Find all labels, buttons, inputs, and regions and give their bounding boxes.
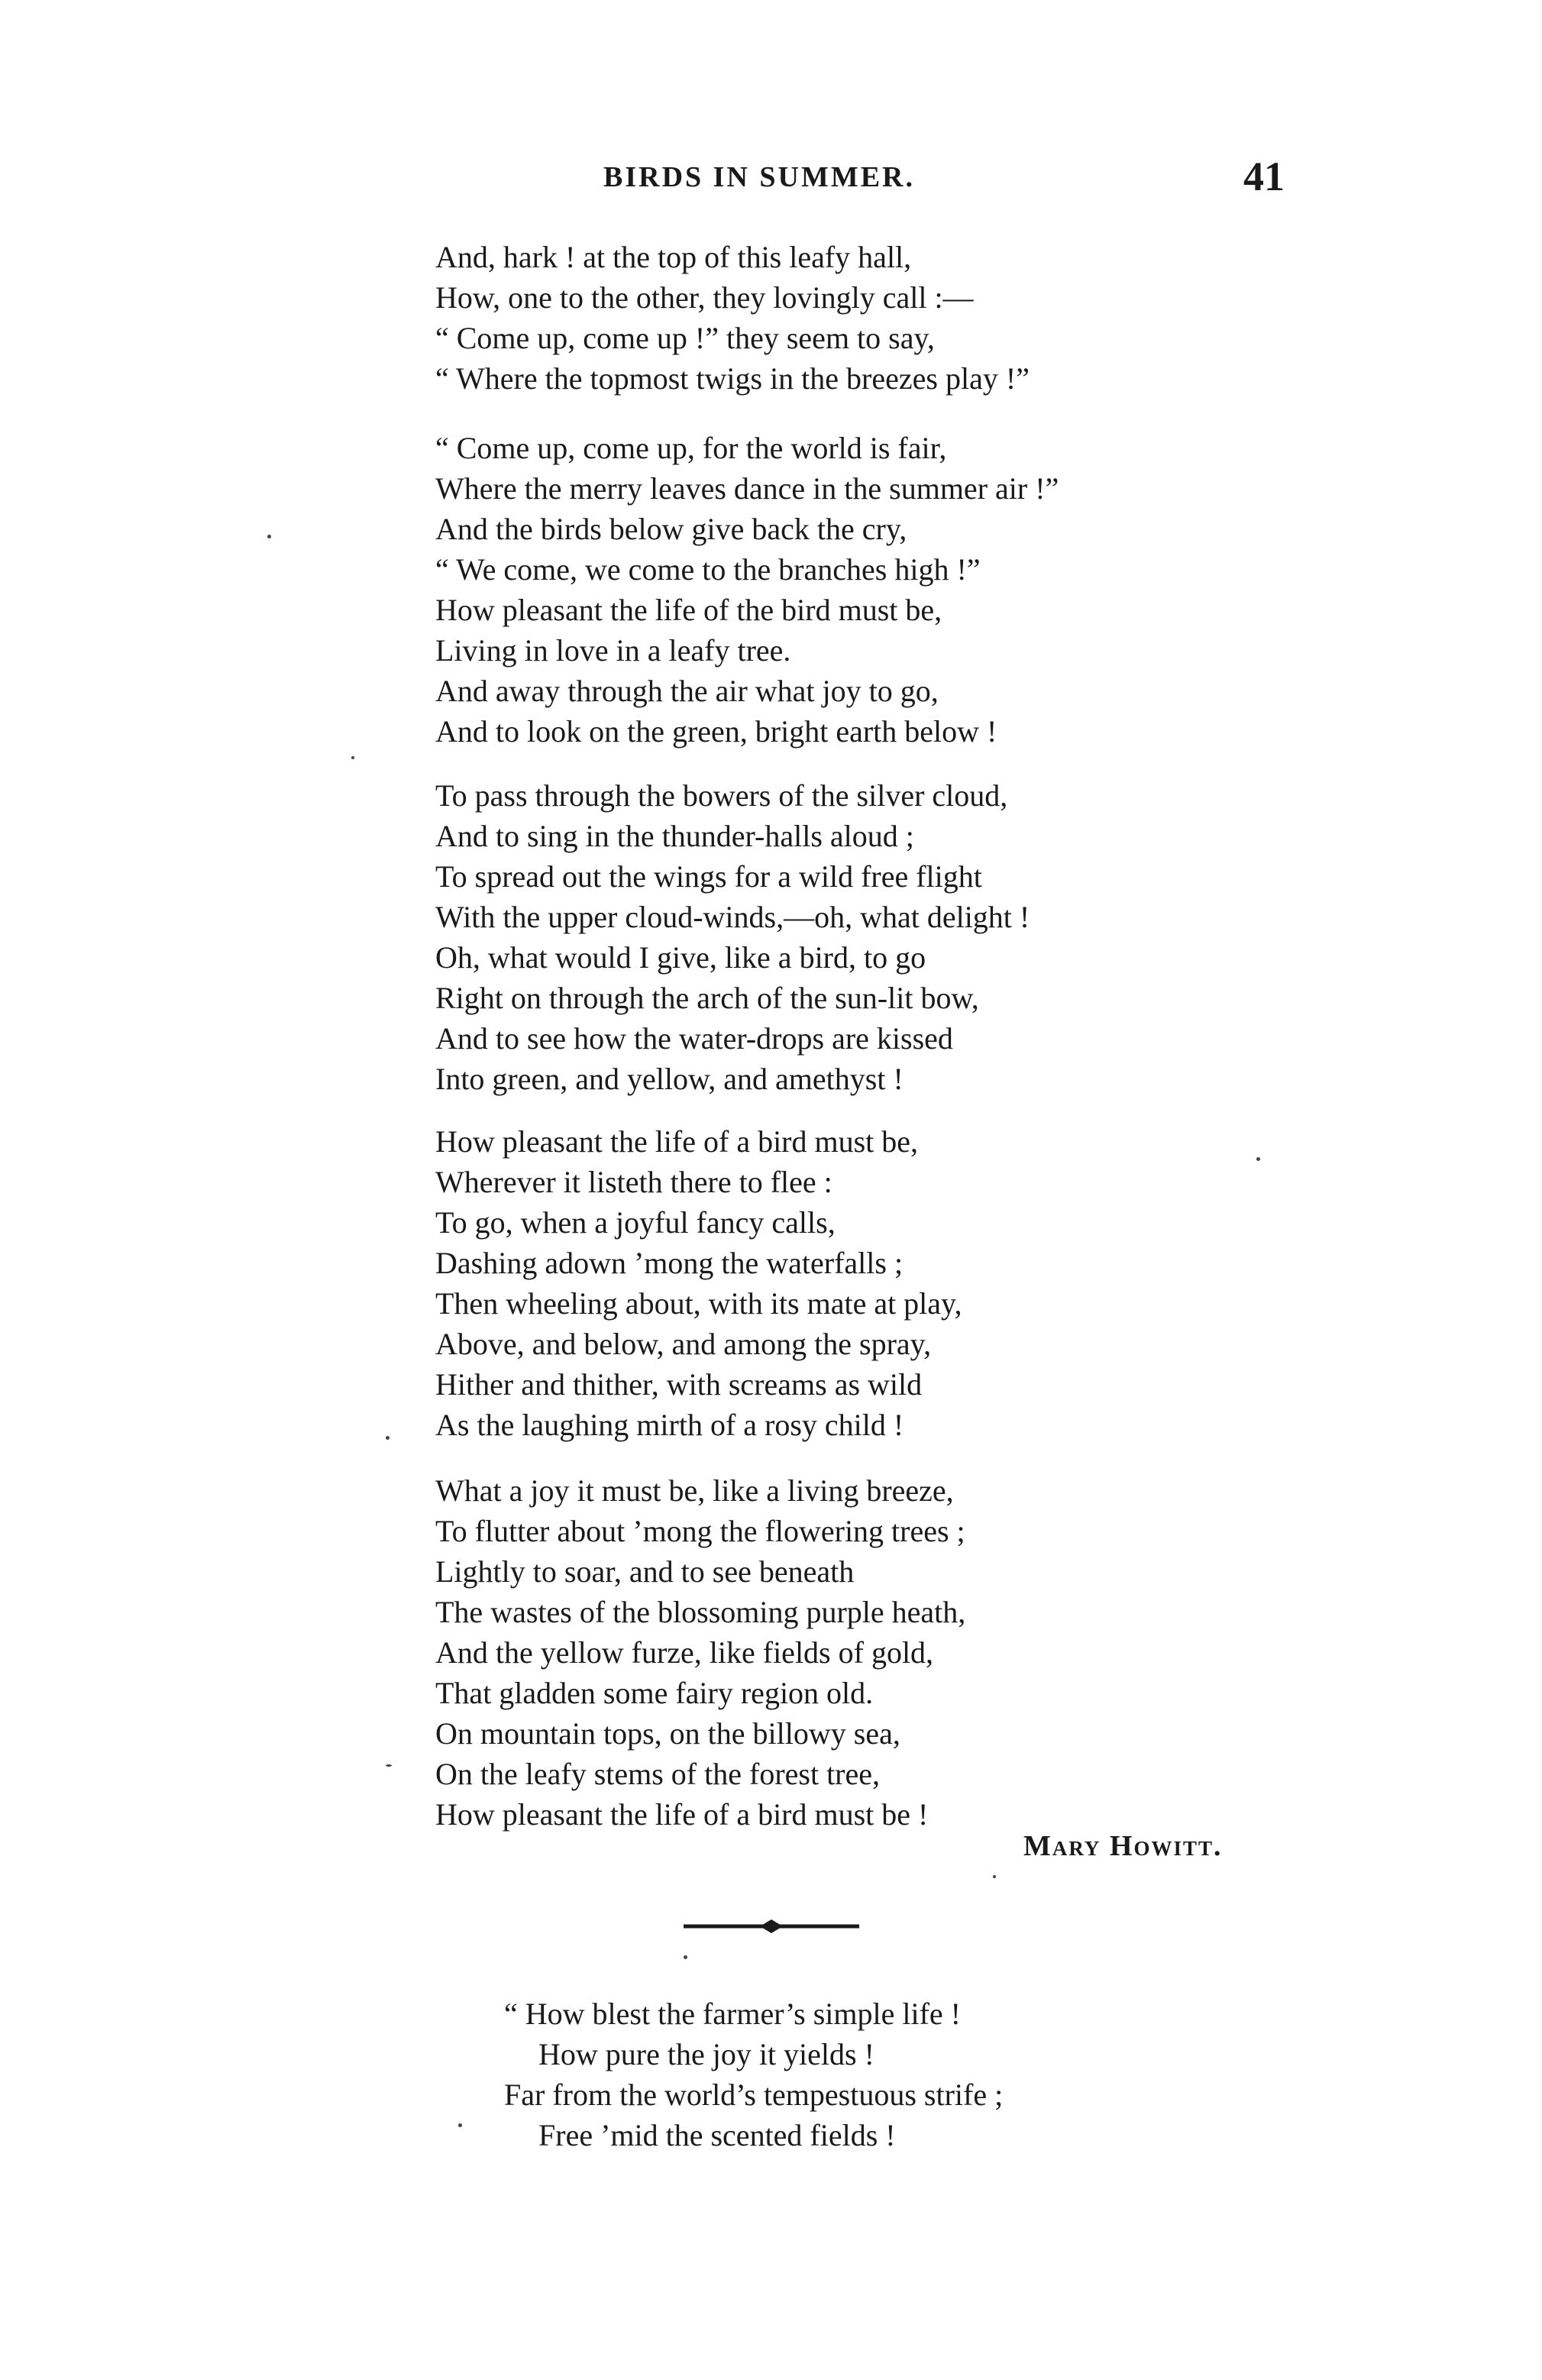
poem-line: To go, when a joyful fancy calls, [435,1205,836,1240]
poem-line: How pleasant the life of a bird must be, [435,1124,919,1159]
quote-line: Far from the world’s tempestuous strife ; [504,2078,1004,2112]
poem-line: Above, and below, and among the spray, [435,1327,932,1361]
scan-speck [458,2123,462,2127]
poem-line: Dashing adown ’mong the waterfalls ; [435,1246,904,1280]
poem-line: What a joy it must be, like a living breeze, [435,1473,954,1508]
poem-line: And, hark ! at the top of this leafy hall, [435,240,912,274]
quote-line: Free ’mid the scented fields ! [538,2118,896,2152]
stanza-4 [435,1121,962,1445]
stanza-1 [435,237,1030,399]
poem-line: Wherever it listeth there to flee : [435,1165,832,1199]
scan-speck [386,1764,392,1767]
poem-line: Where the merry leaves dance in the summer air !” [435,471,1059,506]
page-number: 41 [1243,154,1285,199]
poem-attribution: Mary Howitt. [1023,1830,1223,1862]
poem-line: “ Where the topmost twigs in the breezes play !” [435,361,1030,396]
poem-line: Living in love in a leafy tree. [435,633,791,668]
poem-line: How pleasant the life of a bird must be ! [435,1797,929,1832]
scan-speck [993,1875,996,1878]
stanza-3 [435,775,1030,1099]
scan-speck [1256,1157,1260,1161]
poem-line: On mountain tops, on the billowy sea, [435,1716,900,1751]
poem-line: And the yellow furze, like fields of gold, [435,1635,934,1670]
poem-line: As the laughing mirth of a rosy child ! [435,1408,904,1442]
poem-line: On the leafy stems of the forest tree, [435,1757,881,1791]
poem-line: To spread out the wings for a wild free flight [435,859,982,894]
poem-line: Then wheeling about, with its mate at play, [435,1286,962,1321]
farmer-quote [504,1994,1003,2155]
poem-line: The wastes of the blossoming purple heath, [435,1595,966,1629]
poem-line: To pass through the bowers of the silver cloud, [435,778,1008,813]
scan-speck [351,756,354,759]
poem-line: How pleasant the life of the bird must be, [435,593,942,627]
poem-line: With the upper cloud-winds,—oh, what delight ! [435,900,1030,934]
poem-line: “ Come up, come up, for the world is fair, [435,431,947,465]
poem-line: How, one to the other, they lovingly call :— [435,280,974,315]
scan-speck [386,1436,390,1440]
scan-speck [684,1955,687,1959]
stanza-2 [435,428,1059,752]
poem-line: And the birds below give back the cry, [435,512,907,546]
poem-line: And to look on the green, bright earth below ! [435,714,997,749]
poem-line: That gladden some fairy region old. [435,1676,874,1710]
ornamental-divider [684,1917,859,1935]
poem-line: Lightly to soar, and to see beneath [435,1554,855,1589]
poem-line: Hither and thither, with screams as wild [435,1367,923,1402]
poem-line: And to sing in the thunder-halls aloud ; [435,819,914,853]
poem-line: And to see how the water-drops are kissed [435,1021,953,1056]
scan-speck [267,535,271,538]
stanza-5 [435,1470,965,1835]
poem-line: Oh, what would I give, like a bird, to go [435,940,926,975]
poem-line: “ Come up, come up !” they seem to say, [435,321,935,355]
quote-line: How pure the joy it yields ! [538,2037,874,2071]
poem-line: And away through the air what joy to go, [435,674,939,708]
quote-line: “ How blest the farmer’s simple life ! [504,1997,961,2031]
poem-line: “ We come, we come to the branches high !” [435,552,981,587]
poem-line: To flutter about ’mong the flowering trees ; [435,1514,965,1548]
poem-line: Into green, and yellow, and amethyst ! [435,1062,904,1096]
running-title: BIRDS IN SUMMER. [603,161,915,193]
poem-line: Right on through the arch of the sun-lit bow, [435,981,979,1015]
